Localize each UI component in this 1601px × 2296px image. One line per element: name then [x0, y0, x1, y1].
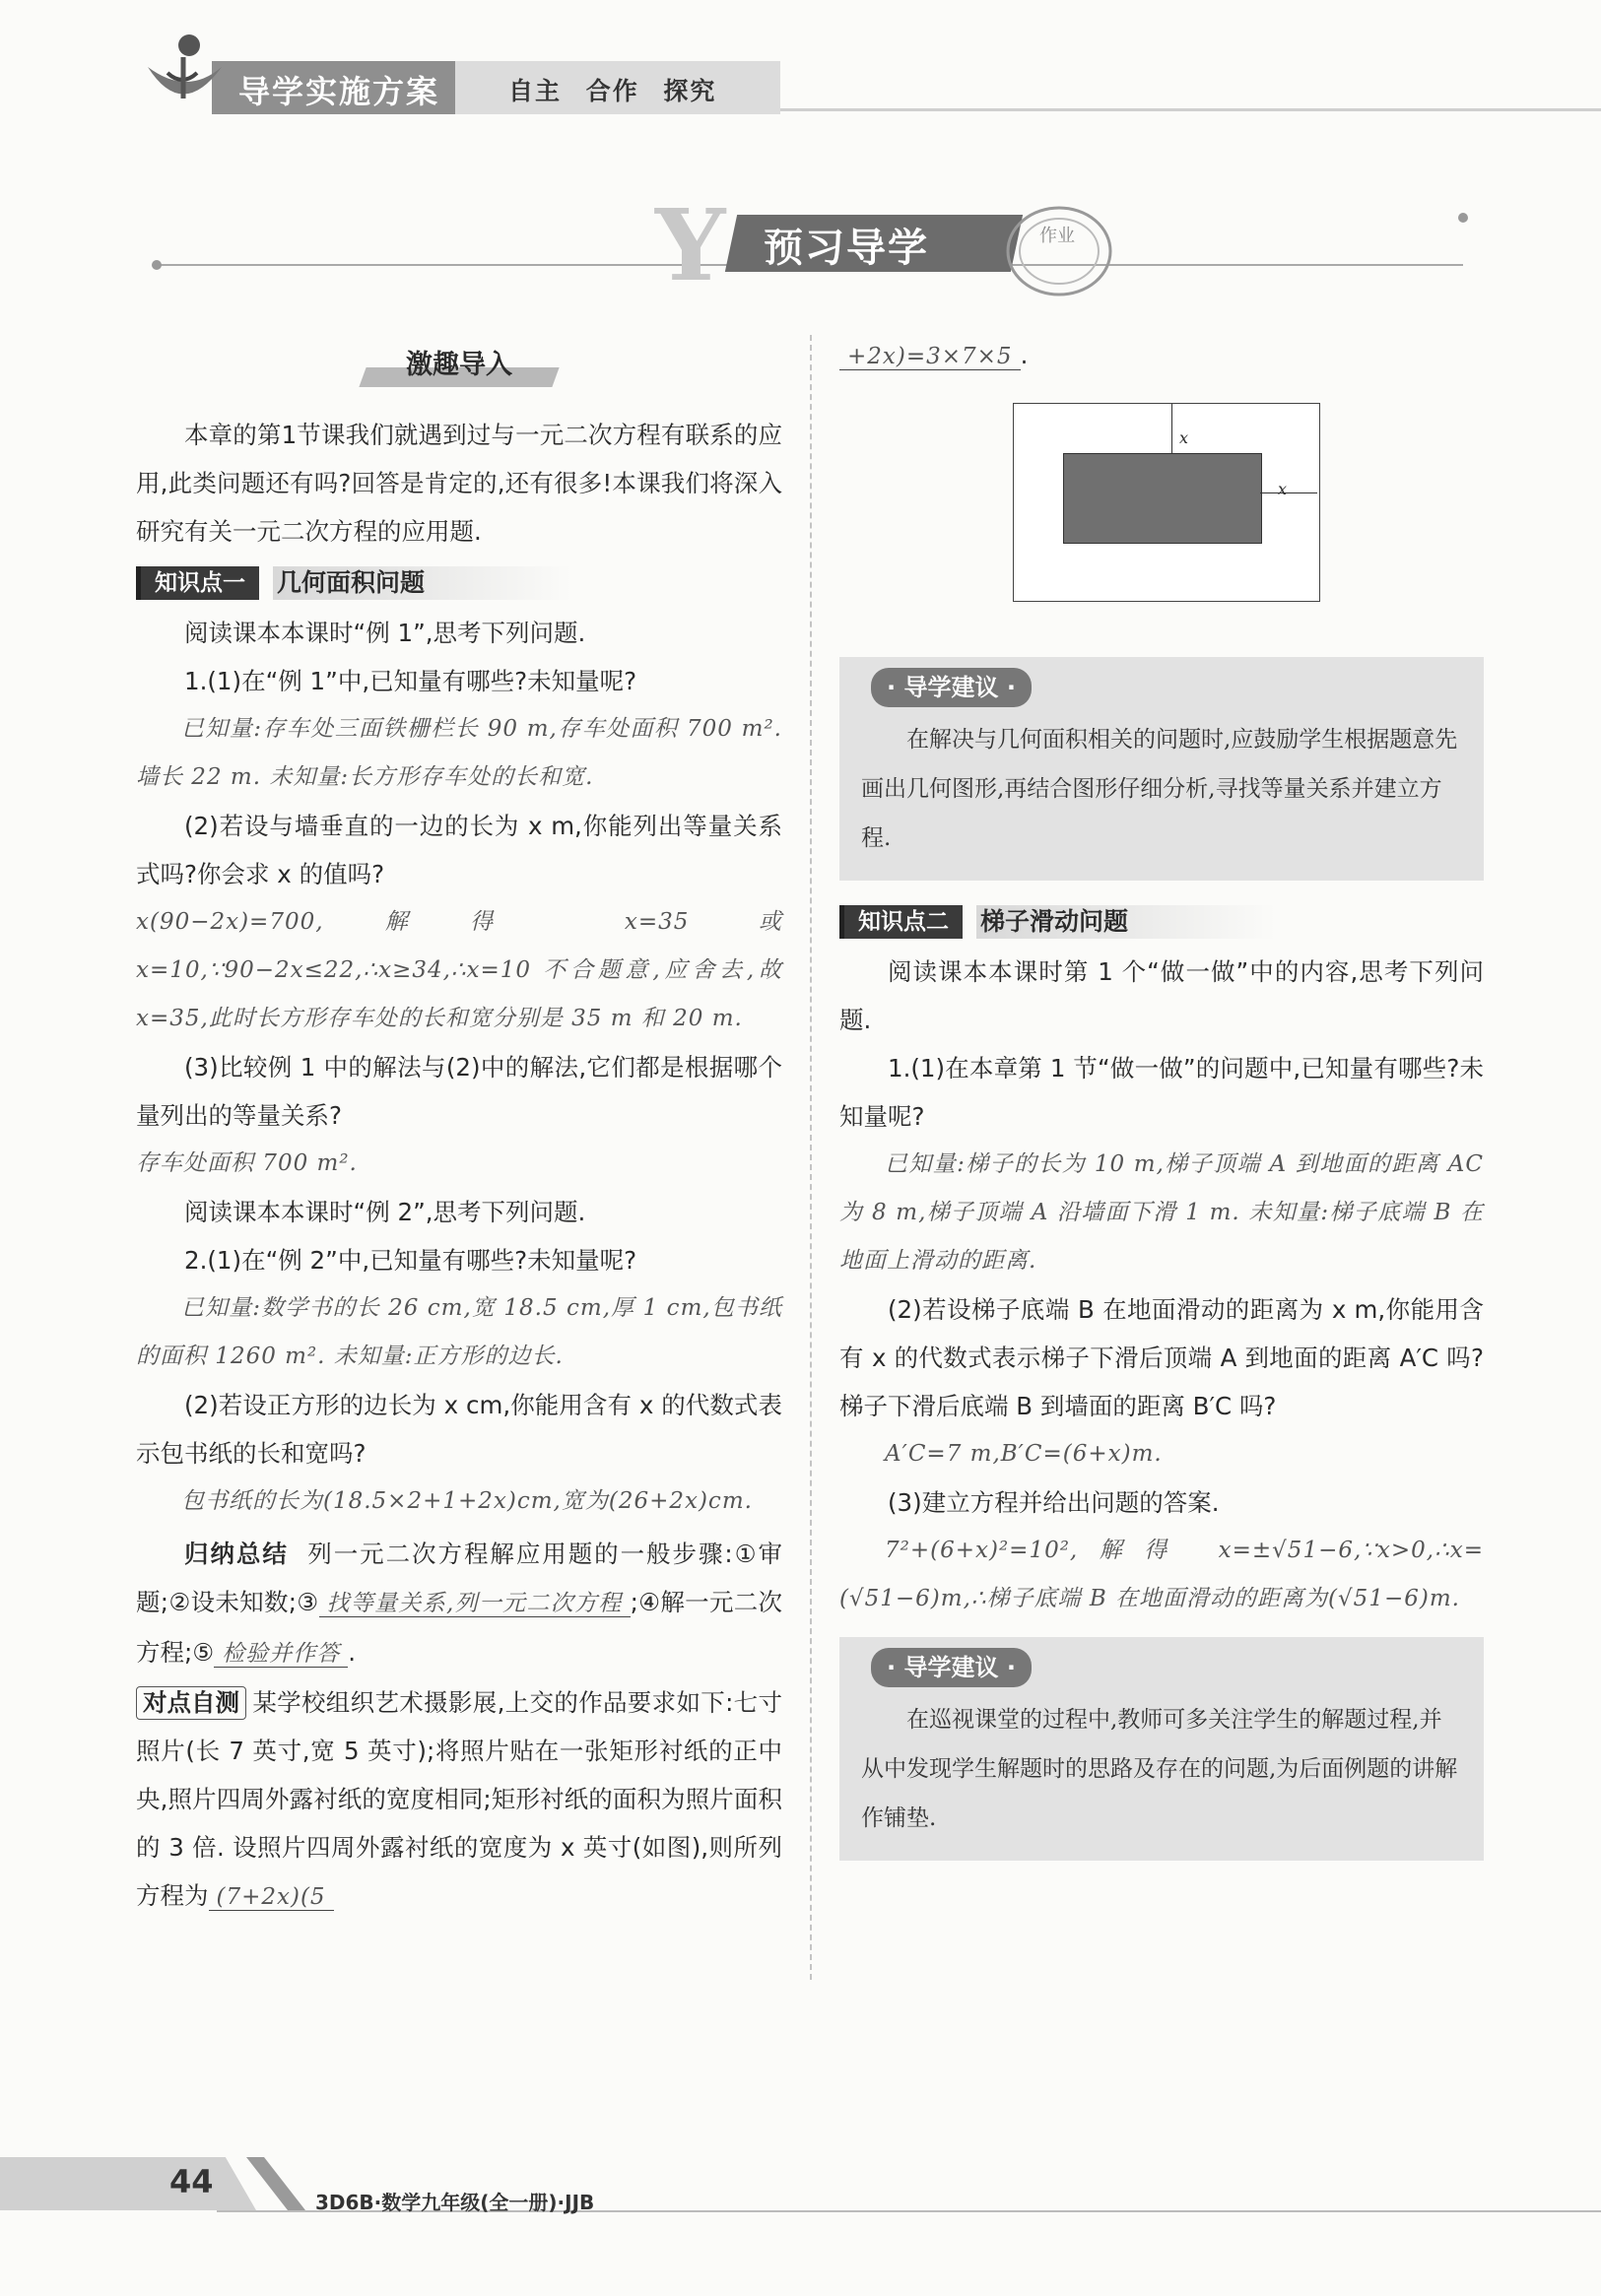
kp2-read: 阅读课本本课时第 1 个“做一做”中的内容,思考下列问题. [839, 957, 1484, 1034]
kp1-title: 几何面积问题 [273, 566, 572, 600]
rule-dot-right [1458, 213, 1468, 223]
kp2-a2: A′C=7 m,B′C=(6+x)m. [885, 1441, 1163, 1467]
guide-label-1: · 导学建议 · [871, 668, 1032, 707]
intro-text: 本章的第1节课我们就遇到过与一元二次方程有联系的应用,此类问题还有吗?回答是肯定的,还有很多!本课我们将深入研究有关一元二次方程的应用题. [136, 421, 782, 546]
width-arrow-top [1171, 404, 1172, 453]
self-test-blank-cont: +2x)=3×7×5 [839, 344, 1021, 370]
a1-2: x(90−2x)=700,解得 x=35 或 x=10,∵90−2x≤22,∴x≥34,∴x=10 不合题意,应舍去,故 x=35,此时长方形存车处的长和宽分别是 35 m 和 20 m. [136, 909, 782, 1031]
stamp-text: 作业 [1039, 226, 1075, 246]
self-test-label: 对点自测 [136, 1686, 246, 1720]
a1-1: 已知量:存车处三面铁栅栏长 90 m,存车处面积 700 m². 墙长 22 m. 未知量:长方形存车处的长和宽. [136, 716, 782, 790]
summary-pre: 列一元二次方程解应用题的一般步骤:①审题;②设未知数;③ [136, 1540, 783, 1616]
summary [136, 1530, 782, 1678]
section-title: 预习导学 [764, 226, 929, 271]
header-rule [780, 108, 1601, 111]
self-test-blank: (7+2x)(5 [209, 1884, 334, 1911]
footer-book-code: 3D6B·数学九年级(全一册)·JJB [315, 2191, 595, 2214]
summary-label: 归纳总结 [184, 1540, 289, 1568]
q1-3: (3)比较例 1 中的解法与(2)中的解法,它们都是根据哪个量列出的等量关系? [136, 1053, 782, 1130]
self-test-text: 某学校组织艺术摄影展,上交的作品要求如下:七寸照片(长 7 英寸,宽 5 英寸);将照片贴在一张矩形衬纸的正中央,照片四周外露衬纸的宽度相同;矩形衬纸的面积为照片面积的 3 倍. 设照片四周外露衬纸的宽度为 x 英寸(如图),则所列方程为 [136, 1688, 782, 1910]
guide-box-1 [839, 657, 1484, 881]
knowledge-point-2 [839, 900, 1484, 944]
summary-blank-1: 找等量关系,列一元二次方程 [319, 1591, 631, 1617]
figure-label-x-top: x [1179, 428, 1189, 447]
width-arrow-right [1260, 492, 1317, 493]
left-column [136, 335, 782, 1922]
sprout-logo-icon [138, 28, 227, 110]
kp2-q1: 1.(1)在本章第 1 节“做一做”的问题中,已知量有哪些?未知量呢? [839, 1054, 1484, 1131]
footer-page-band [0, 2157, 256, 2210]
a2-2: 包书纸的长为(18.5×2+1+2x)cm,宽为(26+2x)cm. [181, 1488, 753, 1514]
kp2-a3: 7²+(6+x)²=10²,解得 x=±√51−6,∵x>0,∴x=(√51−6)m,∴梯子底端 B 在地面滑动的距离为(√51−6)m. [839, 1538, 1484, 1611]
a2-1: 已知量:数学书的长 26 cm,宽 18.5 cm,厚 1 cm,包书纸的面积 1260 m². 未知量:正方形的边长. [136, 1295, 782, 1369]
kp2-tag: 知识点二 [839, 905, 963, 939]
summary-end: . [348, 1638, 357, 1667]
photo-rect [1063, 453, 1262, 544]
self-test-end: . [1020, 341, 1029, 369]
knowledge-point-1 [136, 561, 782, 605]
right-column [839, 331, 1484, 1880]
guide-label-2: · 导学建议 · [871, 1648, 1032, 1687]
page-number: 44 [169, 2163, 214, 2200]
header-title: 导学实施方案 [238, 73, 440, 110]
kp2-title: 梯子滑动问题 [976, 905, 1276, 939]
q2-1: 2.(1)在“例 2”中,已知量有哪些?未知量呢? [184, 1246, 637, 1275]
guide-text-2: 在巡视课堂的过程中,教师可多关注学生的解题过程,并从中发现学生解题时的思路及存在的问题,为后面例题的讲解作铺垫. [861, 1707, 1458, 1831]
kp1-read2: 阅读课本本课时“例 2”,思考下列问题. [184, 1198, 586, 1226]
section-letter: Y [655, 187, 726, 303]
header-subtitle: 自主 合作 探究 [508, 77, 717, 105]
kp2-q3: (3)建立方程并给出问题的答案. [888, 1488, 1220, 1517]
summary-mid: ;④解一元二次方程;⑤ [136, 1588, 783, 1667]
guide-text-1: 在解决与几何面积相关的问题时,应鼓励学生根据题意先画出几何图形,再结合图形仔细分析,寻找等量关系并建立方程. [861, 727, 1458, 851]
q1-1: 1.(1)在“例 1”中,已知量有哪些?未知量呢? [184, 667, 637, 695]
kp2-q2: (2)若设梯子底端 B 在地面滑动的距离为 x m,你能用含有 x 的代数式表示梯子下滑后顶端 A 到地面的距离 A′C 吗?梯子下滑后底端 B 到墙面的距离 B′C 吗? [839, 1295, 1484, 1420]
figure-label-x-right: x [1278, 480, 1288, 498]
photo-mat-figure [1013, 403, 1320, 602]
kp1-read1: 阅读课本本课时“例 1”,思考下列问题. [184, 619, 586, 647]
q2-2: (2)若设正方形的边长为 x cm,你能用含有 x 的代数式表示包书纸的长和宽吗? [136, 1391, 782, 1468]
kp1-tag: 知识点一 [136, 566, 259, 600]
kp2-a1: 已知量:梯子的长为 10 m,梯子顶端 A 到地面的距离 AC 为 8 m,梯子顶端 A 沿墙面下滑 1 m. 未知量:梯子底端 B 在地面上滑动的距离. [839, 1151, 1484, 1274]
a1-3: 存车处面积 700 m². [136, 1150, 358, 1176]
intro-heading: 激趣导入 [372, 346, 546, 385]
q1-2: (2)若设与墙垂直的一边的长为 x m,你能列出等量关系式吗?你会求 x 的值吗? [136, 812, 782, 888]
summary-blank-2: 检验并作答 [214, 1641, 348, 1668]
homework-stamp-icon [1000, 197, 1118, 305]
column-divider [810, 335, 812, 1980]
self-test [136, 1678, 782, 1922]
rule-dot-left [152, 260, 162, 270]
footer-slash [246, 2157, 305, 2210]
guide-box-2 [839, 1637, 1484, 1861]
